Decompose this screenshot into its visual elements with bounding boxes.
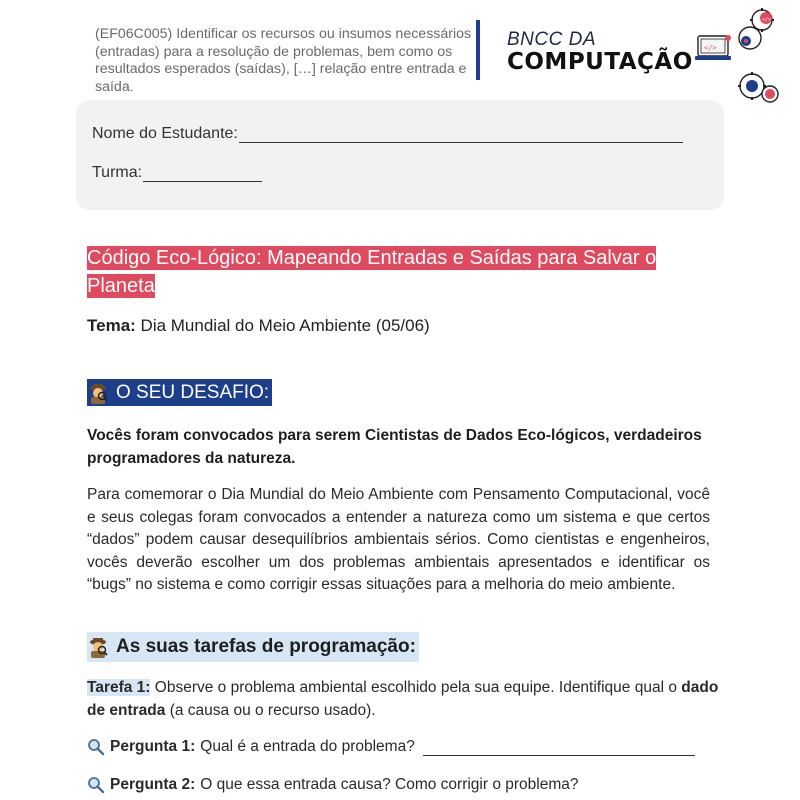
task-1-bold: dado de entrada — [87, 679, 719, 719]
task-1-text-b: (a causa ou o recurso usado). — [165, 702, 376, 719]
tema-label: Tema: — [87, 316, 136, 335]
challenge-heading-text: O SEU DESAFIO: — [116, 382, 270, 403]
bncc-logo — [507, 30, 693, 74]
task-1-label: Tarefa 1: — [87, 679, 151, 696]
logo-main-text: COMPUTAÇÃO — [507, 49, 693, 75]
magnifier-icon — [87, 776, 105, 794]
question-1-label: Pergunta 1: — [110, 738, 196, 755]
logo-top-text: BNCC DA — [507, 29, 597, 50]
task-1 — [87, 676, 727, 722]
challenge-paragraph: Para comemorar o Dia Mundial do Meio Ambiente com Pensamento Computacional, você e seus colegas foram convocados a entender a natureza como um sistema e que certos “dados” podem causar desequilíbrios ambientais sérios. Como cientistas e engenheiros, vocês deverão escolher um dos problemas ambientais apresentados e identificar os “bugs” no sistema e como corrigir essas situações para a melhoria do meio ambiente. — [87, 486, 710, 593]
tema-value: Dia Mundial do Meio Ambiente (05/06) — [135, 316, 430, 335]
tasks-heading — [87, 632, 419, 662]
student-name-blank[interactable] — [239, 127, 683, 143]
question-2-label: Pergunta 2: — [110, 776, 196, 793]
detective-icon — [87, 636, 109, 658]
challenge-heading — [87, 379, 272, 406]
student-name-field — [92, 125, 683, 143]
question-1-text: Qual é a entrada do problema? — [200, 738, 415, 755]
svg-text:</>: </> — [762, 17, 772, 23]
student-info-box — [76, 100, 724, 210]
question-2-text: O que essa entrada causa? Como corrigir o problema? — [200, 776, 579, 793]
computer-gears-icon — [690, 8, 790, 108]
class-label: Turma: — [92, 164, 143, 181]
activity-title — [87, 244, 687, 300]
task-1-text-a: Observe o problema ambiental escolhido pela sua equipe. Identifique qual o — [150, 679, 682, 696]
student-name-label: Nome do Estudante: — [92, 125, 238, 142]
tema-line — [87, 316, 430, 336]
skill-description: (EF06C005) Identificar os recursos ou insumos necessários (entradas) para a resolução de problemas, bem como os resultados esperados (saídas), […] relação entre entrada e saída. — [95, 26, 472, 95]
detective-icon — [87, 382, 109, 404]
question-2 — [87, 776, 579, 794]
question-1 — [87, 738, 695, 756]
magnifier-icon — [87, 738, 105, 756]
tasks-heading-text: As suas tarefas de programação: — [116, 636, 416, 657]
question-1-blank[interactable] — [423, 741, 695, 756]
svg-text:</>: </> — [704, 44, 717, 52]
challenge-intro: Vocês foram convocados para serem Cientistas de Dados Eco-lógicos, verdadeiros programadores da natureza. — [87, 427, 702, 467]
class-field — [92, 164, 262, 182]
class-blank[interactable] — [143, 166, 262, 182]
activity-title-text: Código Eco-Lógico: Mapeando Entradas e Saídas para Salvar o Planeta — [87, 247, 657, 297]
header-divider — [476, 20, 480, 80]
